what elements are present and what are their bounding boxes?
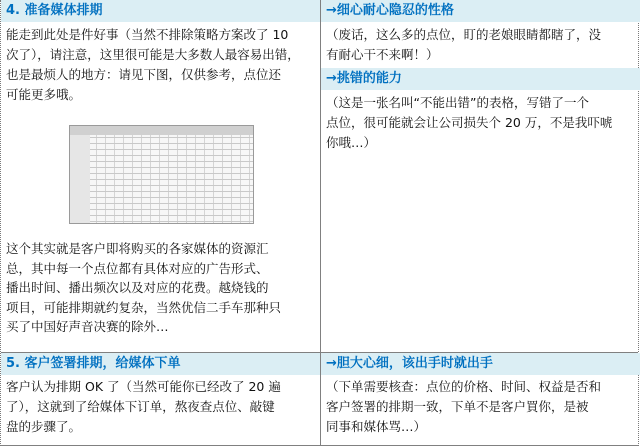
spreadsheet-header-row [70,126,253,135]
cell-right-bottom [321,353,640,446]
text-line: 播出时间、播出频次以及对应的花费。越烧钱的 [6,280,269,295]
text-line: （废话，这么多的点位，盯的老娘眼睛都瞎了，没 [326,27,602,42]
trait-heading-boldness: →胆大心细，该出手时就出手 [321,353,640,375]
text-line: （这是一张名叫“不能出错”的表格，写错了一个 [326,95,589,110]
spreadsheet-grid [70,126,253,223]
text-line: 这个其实就是客户即将购买的各家媒体的资源汇 [6,241,269,256]
text-line: 次了），请注意，这里很可能是大多数人最容易出错， [6,47,300,62]
section-4-intro [6,25,318,105]
trait-boldness-text [326,377,638,437]
spreadsheet-first-column [70,126,90,223]
text-line: 同事和媒体骂…） [326,419,427,434]
trait-error-checking-text [326,93,638,153]
text-line: （下单需要核查：点位的价格、时间、权益是否和 [326,379,602,394]
text-line: 了），这就到了给媒体下订单，熬夜查点位、敲键 [6,399,275,414]
text-line: 能走到此处是件好事（当然不排除策略方案改了 10 [6,27,289,42]
text-line: 可能更多哦。 [6,87,82,102]
text-line: 买了中国好声音决赛的除外… [6,319,169,334]
cell-left-top [1,0,320,352]
text-line: 你哦…） [326,135,377,150]
cell-right-top [321,0,640,352]
section-4-explanation [6,239,318,337]
text-line: 客户认为排期 OK 了（当然可能你已经改了 20 遍 [6,379,281,394]
text-line: 项目，可能排期就约复杂，当然优信二手车那种只 [6,299,282,315]
text-line: 也是最烦人的地方：请见下图，仅供参考，点位还 [6,67,282,82]
section-4-heading: 4. 准备媒体排期 [1,0,320,22]
text-line: 盘的步骤了。 [6,419,82,434]
text-line: 客户签署的排期一致，下单不是客户買你，是被 [326,399,589,414]
section-5-text [6,377,318,437]
text-line: 有耐心干不来啊！） [326,47,439,62]
trait-heading-error-checking: →挑错的能力 [321,68,640,90]
trait-heading-patience: →细心耐心隐忍的性格 [321,0,640,22]
text-line: 点位，很可能就会让公司损失个 20 万，不是我吓唬 [326,115,613,130]
trait-patience-text [326,25,638,65]
text-line: 总，其中每一个点位都有具体对应的广告形式、 [6,260,269,276]
cell-left-bottom [1,353,320,446]
media-schedule-spreadsheet-image [69,125,254,224]
section-5-heading: 5. 客户签署排期，给媒体下单 [1,353,320,375]
